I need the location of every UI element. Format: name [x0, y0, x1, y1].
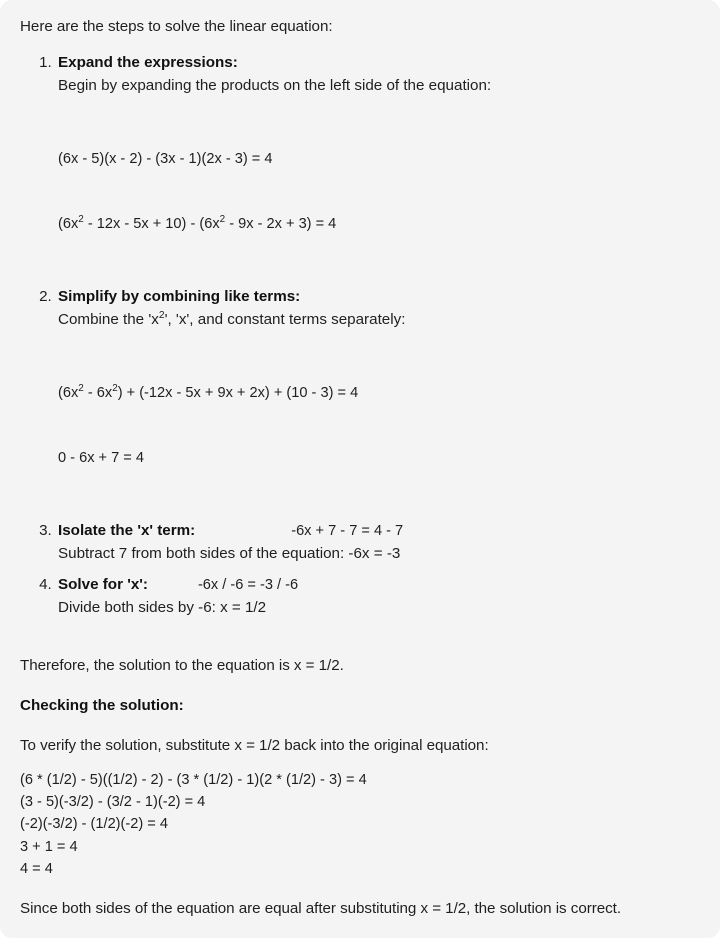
checking-heading: Checking the solution: — [20, 697, 184, 715]
superscript: 2 — [112, 383, 118, 395]
spacer — [20, 621, 700, 655]
step-item-2 — [56, 286, 700, 513]
step-title-3: Isolate the 'x' term: — [58, 521, 196, 539]
step-title-1: Expand the expressions: — [58, 54, 238, 72]
verification-code-block — [20, 769, 700, 880]
code-line: 0 - 6x + 7 = 4 — [58, 449, 144, 466]
spacer — [20, 677, 700, 695]
code-line: (6 * (1/2) - 5)((1/2) - 2) - (3 * (1/2) - 1)(2 * (1/2) - 3) = 4 — [20, 772, 367, 789]
step-subtitle-3: Subtract 7 from both sides of the equation: -6x = -3 — [58, 544, 401, 562]
step-code-block-1 — [58, 106, 700, 279]
step-subtitle-4: Divide both sides by -6: x = 1/2 — [58, 599, 267, 616]
code-line: (3 - 5)(-3/2) - (3/2 - 1)(-2) = 4 — [20, 794, 206, 811]
step-subtitle-2: Combine the '$x^2$', 'x', and constant terms separately: — [58, 309, 406, 328]
step-item-4 — [56, 574, 700, 619]
step-subtitle-1: Begin by expanding the products on the left side of the equation: — [58, 77, 492, 95]
code-line: (-2)(-3/2) - (1/2)(-2) = 4 — [20, 816, 168, 833]
step-item-3 — [56, 520, 700, 565]
code-line: 4 = 4 — [20, 860, 53, 877]
code-line: $(6x^2 - 12x - 5x + 10) - (6x^2 - 9x - 2x + 3) = 4$ — [58, 214, 337, 233]
verify-intro-paragraph: To verify the solution, substitute x = 1/2 back into the original equation: — [20, 737, 489, 755]
step-inline-equation-4: -6x / -6 = -3 / -6 — [197, 576, 299, 593]
superscript: 2 — [158, 309, 165, 321]
step-item-1 — [56, 52, 700, 279]
final-note-paragraph: Since both sides of the equation are equal after substituting x = 1/2, the solution is correct. — [20, 899, 622, 917]
step-title-2: Simplify by combining like terms: — [58, 287, 301, 305]
superscript: 2 — [78, 214, 84, 226]
superscript: 2 — [78, 383, 84, 395]
intro-paragraph: Here are the steps to solve the linear equation: — [20, 18, 333, 35]
code-line: $(6x^2 - 6x^2) + (-12x - 5x + 9x + 2x) + (10 - 3) = 4$ — [58, 383, 359, 402]
step-title-4: Solve for 'x': — [58, 575, 148, 593]
conclusion-paragraph: Therefore, the solution to the equation is x = 1/2. — [20, 657, 344, 675]
step-code-block-2 — [58, 340, 700, 513]
solution-steps-list — [20, 52, 700, 619]
spacer — [20, 880, 700, 898]
spacer — [20, 717, 700, 735]
step-inline-equation-3: -6x + 7 - 7 = 4 - 7 — [291, 522, 404, 539]
superscript: 2 — [219, 214, 226, 226]
code-line: (6x - 5)(x - 2) - (3x - 1)(2x - 3) = 4 — [58, 151, 273, 168]
code-line: 3 + 1 = 4 — [20, 838, 78, 855]
spacer — [20, 757, 700, 769]
